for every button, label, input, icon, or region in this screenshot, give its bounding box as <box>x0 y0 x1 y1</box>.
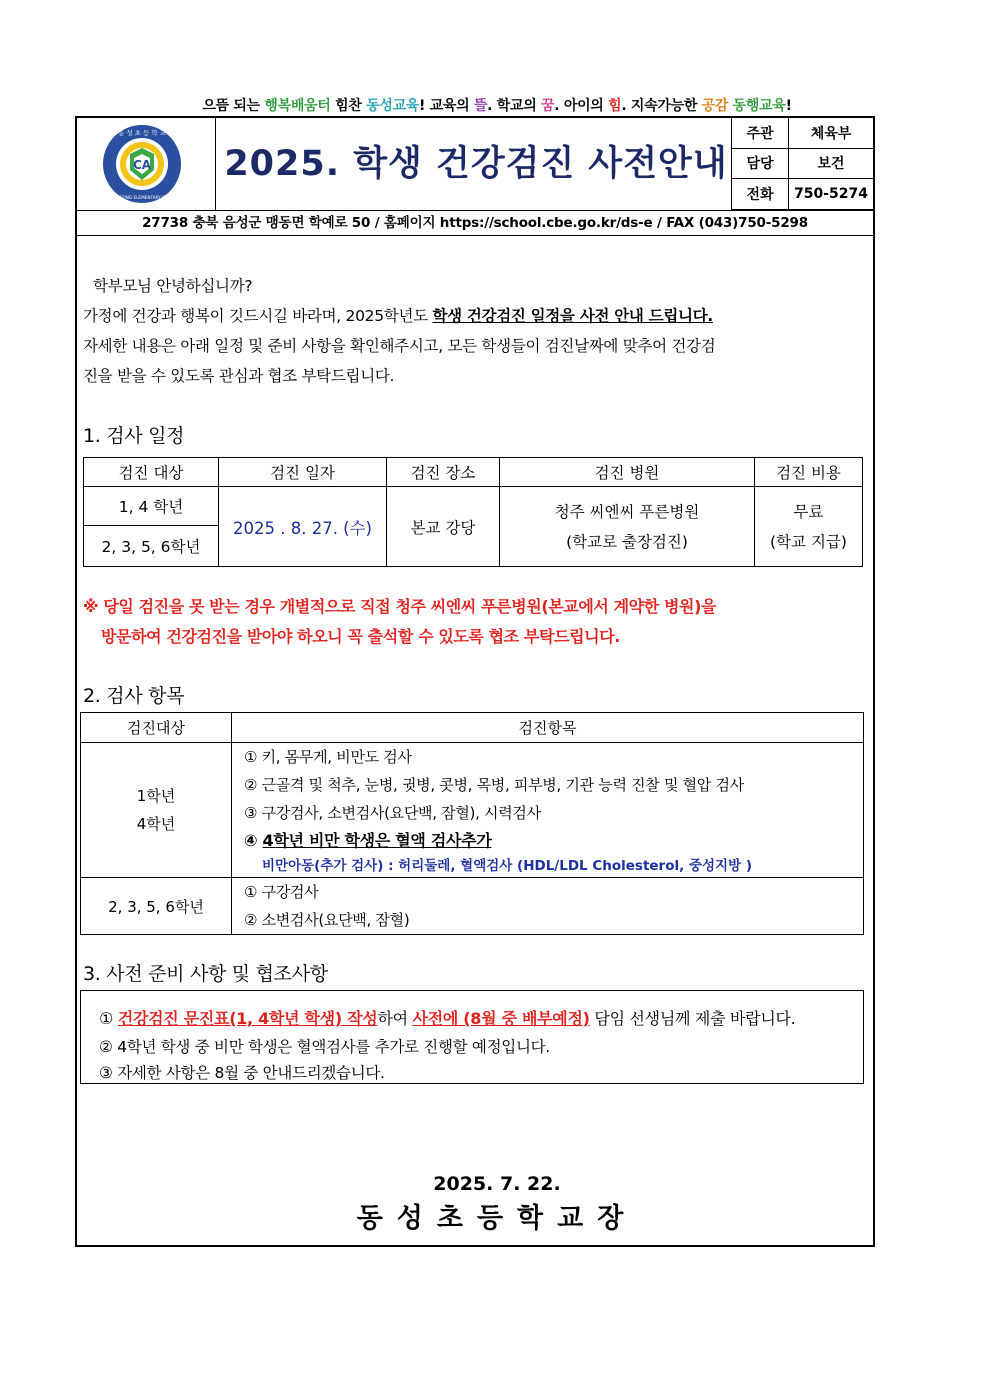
info-table <box>731 118 873 210</box>
intro-line: 진을 받을 수 있도록 관심과 협조 부탁드립니다. <box>83 367 395 385</box>
slogan-text: 동성교육 <box>366 98 420 114</box>
slogan-text: 으뜸 되는 <box>202 98 265 114</box>
intro-line <box>83 301 863 331</box>
cost-note: (학교 지급) <box>770 532 847 551</box>
table-row <box>81 878 864 935</box>
grade-label: 4학년 <box>136 815 176 833</box>
cost-cell <box>755 487 863 567</box>
info-label: 전화 <box>732 179 789 210</box>
slogan-text: 꿈 <box>541 98 555 114</box>
slogan-text: 뜰 <box>473 98 488 114</box>
slogan-text: . 학교의 <box>487 98 542 114</box>
slogan <box>0 95 994 115</box>
info-label: 담당 <box>732 148 789 179</box>
table-header-row <box>81 713 864 743</box>
prep-text: 하여 <box>377 1009 413 1028</box>
slogan-text: 행복배움터 <box>264 98 331 114</box>
grade-cell <box>81 743 232 878</box>
header <box>77 118 873 211</box>
section-title: 3. 사전 준비 사항 및 협조사항 <box>83 963 328 985</box>
items-table <box>80 712 864 935</box>
item-line: ② 소변검사(요단백, 잠혈) <box>244 911 410 929</box>
cost-value: 무료 <box>793 502 824 521</box>
item-line: ① 키, 몸무게, 비만도 검사 <box>244 748 412 766</box>
prep-line <box>99 1006 795 1029</box>
slogan-text: 힘찬 <box>330 98 367 114</box>
intro <box>83 271 863 391</box>
svg-text:CA: CA <box>132 158 152 172</box>
items-cell <box>232 878 864 935</box>
prep-highlight: 건강검진 문진표(1, 4학년 학생) 작성 <box>117 1009 378 1028</box>
slogan-text: . 지속가능한 <box>621 98 702 114</box>
schedule-table <box>83 457 863 567</box>
table-header-row <box>84 458 863 487</box>
prep-line: ② 4학년 학생 중 비만 학생은 혈액검사를 추가로 진행할 예정입니다. <box>99 1038 550 1056</box>
info-row <box>732 148 874 179</box>
item-line: ① 구강검사 <box>244 883 319 901</box>
section-title: 1. 검사 일정 <box>83 425 185 447</box>
logo-bottom-text: DONGSEONG ELEMENTARY SCHOOL <box>104 195 180 200</box>
address-bar: 27738 충북 음성군 맹동면 학예로 50 / 홈페이지 https://school.cbe.go.kr/ds-e / FAX (043)750-5298 <box>77 211 873 236</box>
section-title: 2. 검사 항목 <box>83 685 185 707</box>
greeting: 학부모님 안녕하십니까? <box>93 277 253 295</box>
info-value: 750-5274 <box>789 179 874 210</box>
page-title: 2025. 학생 건강검진 사전안내 <box>224 144 728 184</box>
info-row <box>732 179 874 210</box>
intro-highlight: 학생 건강검진 일정을 사전 안내 드립니다. <box>432 307 713 325</box>
prep-highlight: 사전에 (8월 중 배부예정) <box>412 1009 590 1028</box>
info-row <box>732 118 874 148</box>
slogan-text: ! 교육의 <box>419 98 474 114</box>
intro-text: 가정에 건강과 행복이 깃드시길 바라며, 2025학년도 <box>83 307 433 325</box>
school-logo <box>102 124 182 204</box>
hospital-cell <box>500 487 755 567</box>
slogan-text: 공감 <box>701 98 729 114</box>
col-header: 검진 장소 <box>387 458 500 487</box>
prep-text: 담임 선생님께 제출 바랍니다. <box>589 1009 796 1028</box>
table-row <box>84 487 863 526</box>
preparation-box <box>80 990 864 1084</box>
notice <box>83 592 873 652</box>
logo-cell <box>77 118 216 210</box>
col-header: 검진대상 <box>81 713 232 743</box>
grade-label: 1학년 <box>136 787 176 805</box>
item-number: ④ <box>244 831 263 850</box>
item-highlight: 4학년 비만 학생은 혈액 검사추가 <box>262 831 492 850</box>
info-label: 주관 <box>732 118 789 148</box>
prep-line: ③ 자세한 사항은 8월 중 안내드리겠습니다. <box>99 1064 385 1082</box>
item-line: ② 근골격 및 척추, 눈병, 귓병, 콧병, 목병, 피부병, 기관 능력 진찰 및 혈압 검사 <box>244 776 744 794</box>
slogan-text: . 아이의 <box>554 98 609 114</box>
info-value: 체육부 <box>789 118 874 148</box>
issue-date: 2025. 7. 22. <box>433 1173 561 1195</box>
col-header: 검진 일자 <box>219 458 387 487</box>
slogan-text: 동행교육 <box>732 98 786 114</box>
signature: 동성초등학교장 <box>356 1203 638 1234</box>
place-cell: 본교 강당 <box>387 487 500 567</box>
items-cell <box>232 743 864 878</box>
item-subline: 비만아동(추가 검사) : 허리둘레, 혈액검사 (HDL/LDL Cholesterol, 중성지방 ) <box>262 858 752 874</box>
target-cell: 2, 3, 5, 6학년 <box>84 526 219 567</box>
notice-line: ※ 당일 검진을 못 받는 경우 개별적으로 직접 청주 씨엔씨 푸른병원(본교에서 계약한 병원)을 <box>83 597 717 616</box>
intro-line: 자세한 내용은 아래 일정 및 준비 사항을 확인해주시고, 모든 학생들이 검진날짜에 맞추어 건강검 <box>83 337 716 355</box>
date-cell: 2025 . 8. 27. (수) <box>219 487 387 567</box>
info-value: 보건 <box>789 148 874 179</box>
notice-line: 방문하여 건강검진을 받아야 하오니 꼭 출석할 수 있도록 협조 부탁드립니다. <box>101 627 620 646</box>
grade-cell: 2, 3, 5, 6학년 <box>81 878 232 935</box>
hospital-name: 청주 씨엔씨 푸른병원 <box>554 502 700 521</box>
col-header: 검진 병원 <box>500 458 755 487</box>
prep-number: ① <box>99 1009 118 1028</box>
logo-top-text: 동 성 초 등 학 교 <box>117 129 167 137</box>
col-header: 검진 비용 <box>755 458 863 487</box>
table-row <box>81 743 864 878</box>
hospital-note: (학교로 출장검진) <box>566 532 688 551</box>
item-line <box>232 827 863 855</box>
item-line: ③ 구강검사, 소변검사(요단백, 잠혈), 시력검사 <box>244 804 541 822</box>
col-header: 검진 대상 <box>84 458 219 487</box>
col-header: 검진항목 <box>232 713 864 743</box>
slogan-text: ! <box>785 98 792 114</box>
slogan-text: 힘 <box>608 98 622 114</box>
target-cell: 1, 4 학년 <box>84 487 219 526</box>
